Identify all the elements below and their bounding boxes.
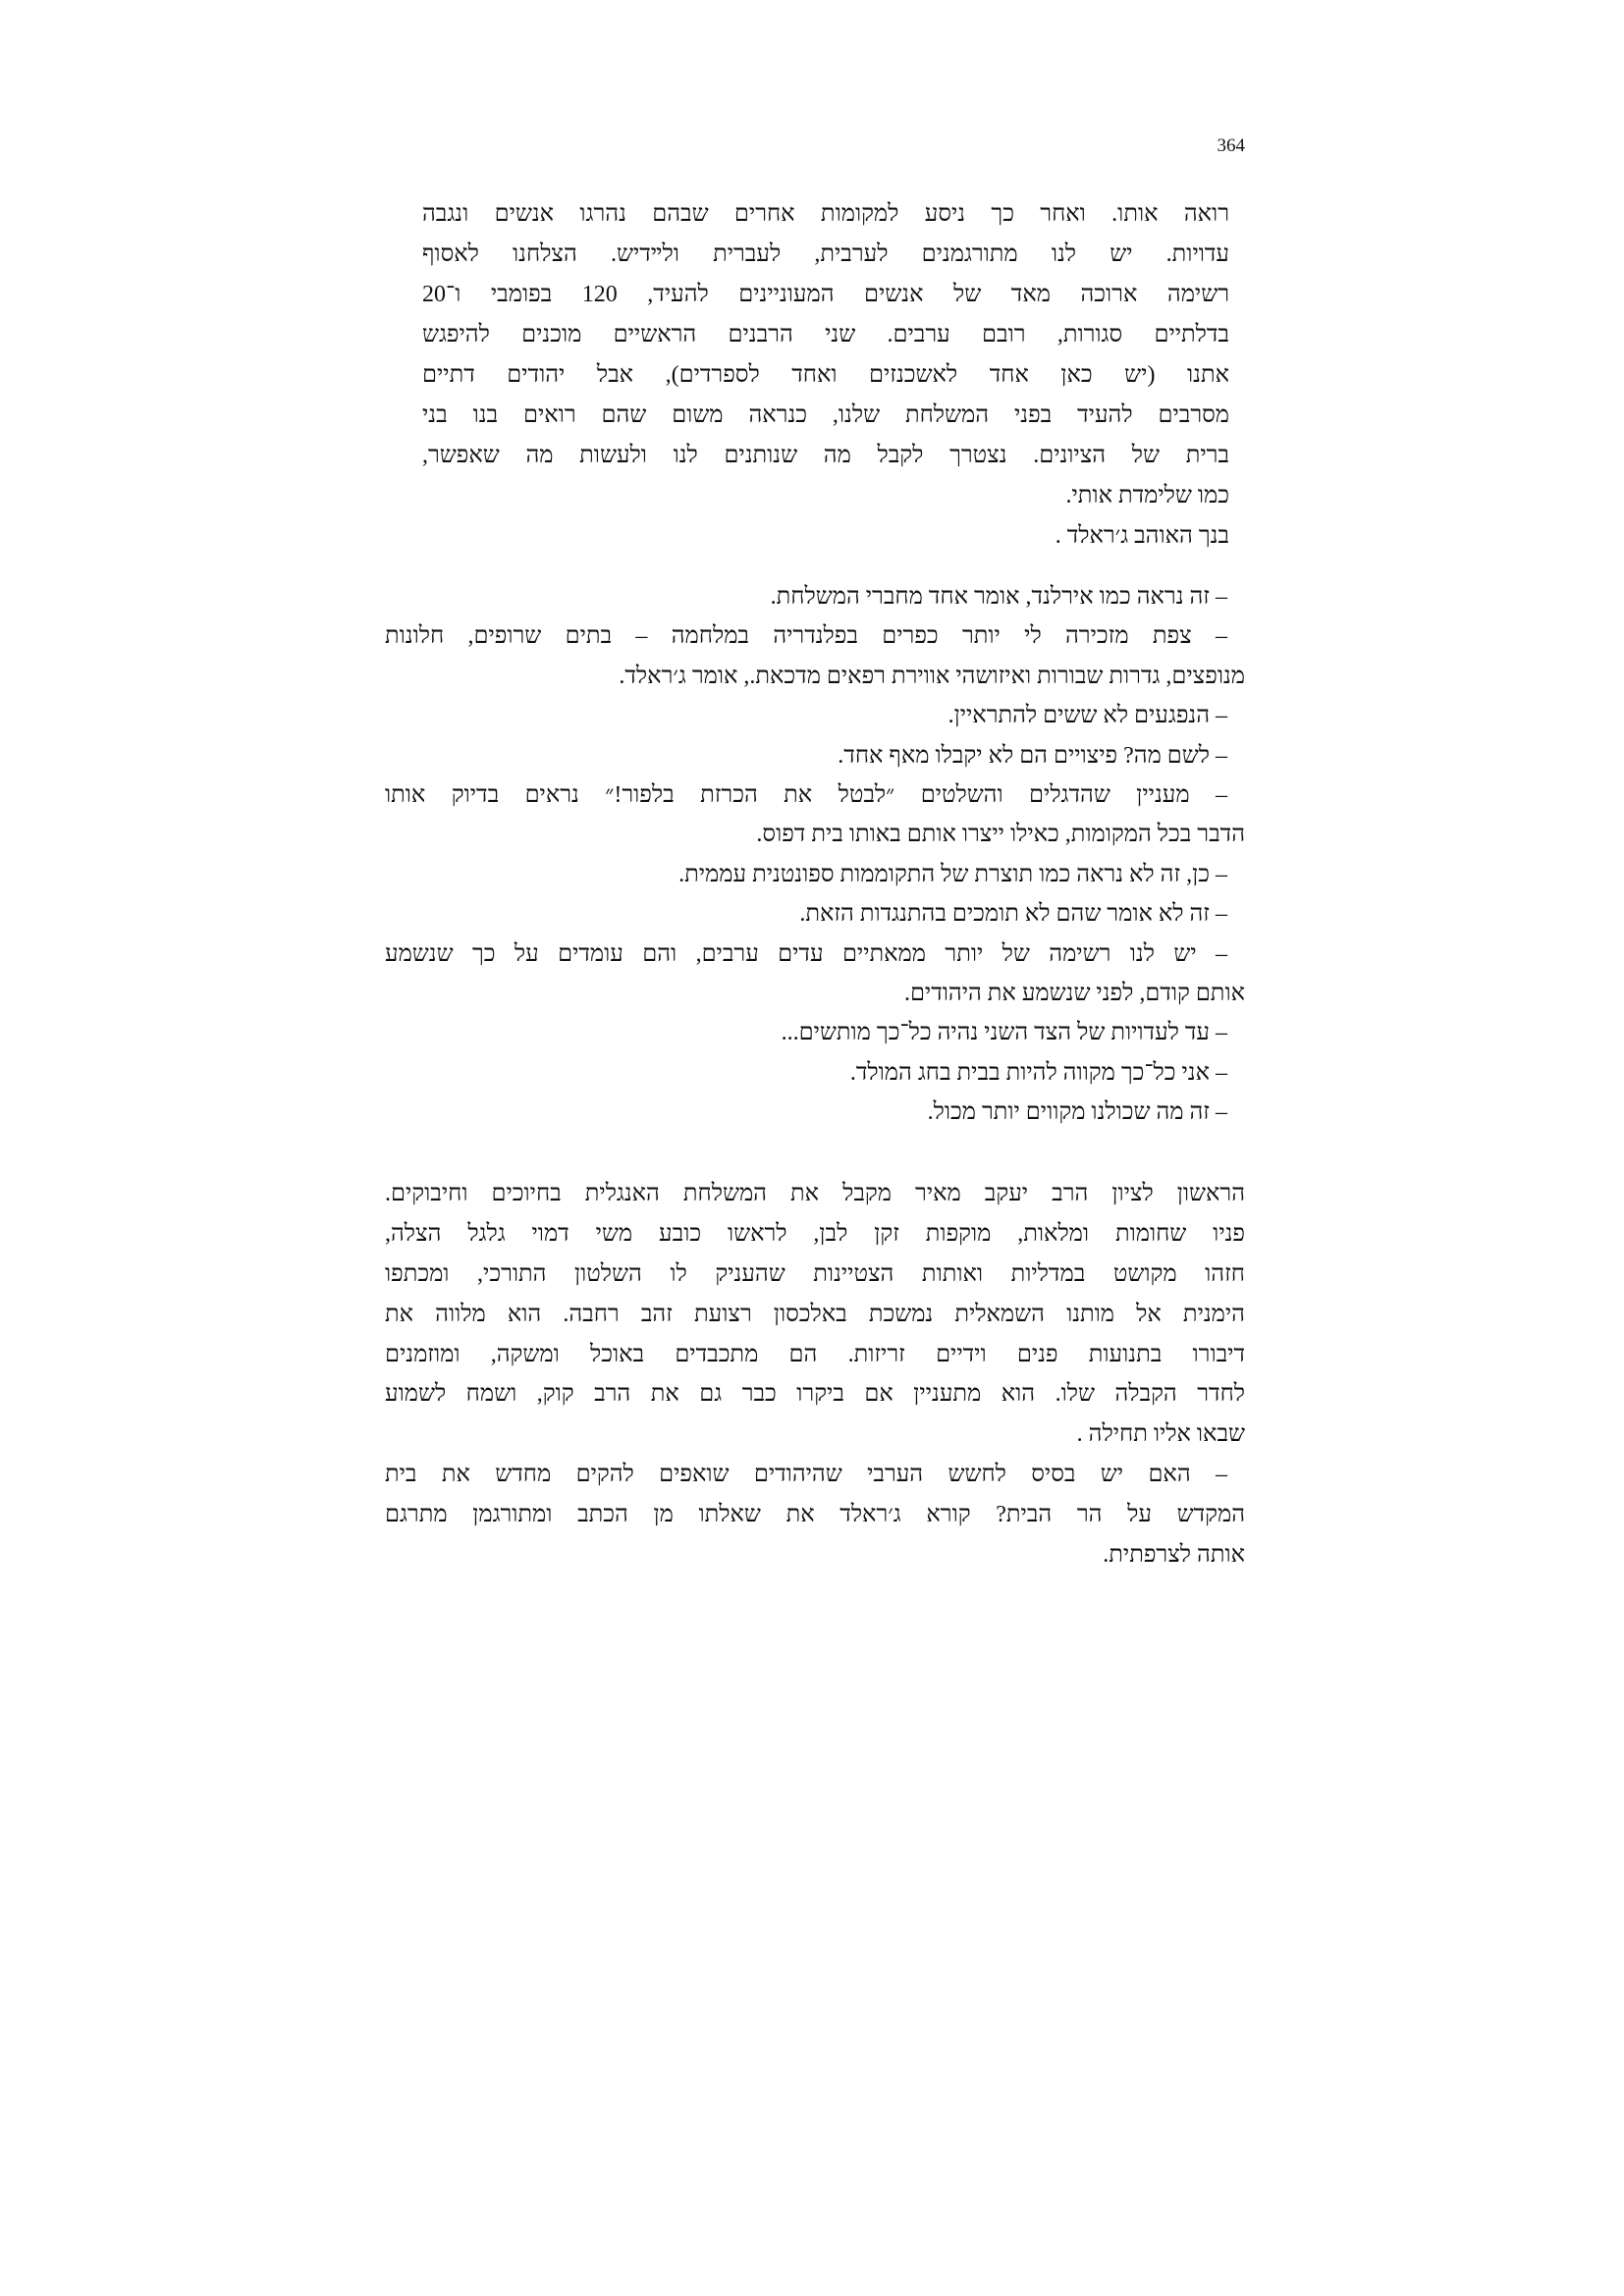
- dialogue-line: – זה מה שכולנו מקווים יותר מכול.: [927, 1099, 1227, 1126]
- letter-signature: בנך האוהב ג׳ראלד .: [1055, 523, 1229, 549]
- text-line: דיבורו בתנועות פנים וידיים זריזות. הם מתכבדים באוכל ומשקה, ומוזמנים: [385, 1341, 1245, 1367]
- narrative-paragraph: [385, 1174, 1245, 1575]
- dialogue-line: – זה לא אומר שהם לא תומכים בהתנגדות הזאת.: [799, 901, 1227, 928]
- text-line: הראשון לציון הרב יעקב מאיר מקבל את המשלחת האנגלית בחיוכים וחיבוקים.: [385, 1181, 1245, 1206]
- text-line: ברית של הציונים. נצטרך לקבל מה שנותנים לנו ולעשות מה שאפשר,: [422, 443, 1229, 468]
- dialogue-line: – יש לנו רשימה של יותר ממאתיים עדים ערבים, והם עומדים על כך שנשמע: [385, 940, 1227, 967]
- text-line: רואה אותו. ואחר כך ניסע למקומות אחרים שבהם נהרגו אנשים ונגבה: [422, 201, 1229, 227]
- text-line: – האם יש בסיס לחשש הערבי שהיהודים שואפים להקים מחדש את בית: [385, 1462, 1227, 1488]
- dialogue-line: – צפת מזכירה לי יותר כפרים בפלנדריה במלחמה – בתים שרופים, חלונות: [385, 623, 1227, 650]
- dialogue-line: – כן, זה לא נראה כמו תוצרת של התקוממות ספונטנית עממית.: [678, 861, 1227, 887]
- dialogue-line: – מעניין שהדגלים והשלטים ״לבטל את הכרזת בלפור!״ נראים בדיוק אותו: [385, 781, 1227, 808]
- dialogue-section: [385, 577, 1245, 1132]
- text-line: לחדר הקבלה שלו. הוא מתעניין אם ביקרו כבר גם את הרב קוק, ושמח לשמוע: [385, 1381, 1245, 1408]
- dialogue-line: – לשם מה? פיצויים הם לא יקבלו מאף אחד.: [838, 742, 1227, 769]
- text-line: רשימה ארוכה מאד של אנשים המעוניינים להעיד, 120 בפומבי ו־20: [422, 282, 1229, 307]
- text-line: שבאו אליו תחילה .: [1076, 1421, 1245, 1448]
- dialogue-line: – זה נראה כמו אירלנד, אומר אחד מחברי המשלחת.: [770, 584, 1227, 610]
- text-line: פניו שחומות ומלאות, מוקפות זקן לבן, לראשו כובע משי דמוי גלגל הצלה,: [385, 1220, 1245, 1247]
- text-line: חזהו מקושט במדליות ואותות הצטיינות שהעניק לו השלטון התורכי, ומכתפו: [385, 1260, 1245, 1287]
- text-line: אתנו (יש כאן אחד לאשכנזים ואחד לספרדים), אבל יהודים דתיים: [422, 362, 1229, 388]
- dialogue-line: – אני כל־כך מקווה להיות בבית בחג המולד.: [849, 1059, 1227, 1086]
- text-line: הימנית אל מותנו השמאלית נמשכת באלכסון רצועת זהב רחבה. הוא מלווה את: [385, 1301, 1245, 1327]
- dialogue-line: הדבר בכל המקומות, כאילו ייצרו אותם באותו בית דפוס.: [756, 822, 1245, 848]
- text-line: עדויות. יש לנו מתורגמנים לערבית, לעברית ולײדיש. הצלחנו לאסוף: [422, 241, 1229, 267]
- text-line: כמו שלימדת אותי.: [1065, 483, 1229, 508]
- dialogue-line: מנופצים, גדרות שבורות ואיזושהי אווירת רפאים מדכאת., אומר ג׳ראלד.: [619, 663, 1245, 689]
- text-line: אותה לצרפתית.: [1103, 1542, 1245, 1569]
- text-line: המקדש על הר הבית? קורא ג׳ראלד את שאלתו מן הכתב ומתורגמן מתרגם: [385, 1502, 1245, 1528]
- dialogue-line: – הנפגעים לא ששים להתראיין.: [947, 703, 1227, 729]
- letter-paragraph: [422, 194, 1229, 557]
- page-number: 364: [1217, 135, 1245, 156]
- dialogue-line: אותם קודם, לפני שנשמע את היהודים.: [903, 980, 1245, 1006]
- dialogue-line: – עד לעדויות של הצד השני נהיה כל־כך מותשים...: [781, 1020, 1227, 1046]
- text-line: מסרבים להעיד בפני המשלחת שלנו, כנראה משום שהם רואים בנו בני: [422, 402, 1229, 428]
- text-line: בדלתיים סגורות, רובם ערבים. שני הרבנים הראשיים מוכנים להיפגש: [422, 322, 1229, 347]
